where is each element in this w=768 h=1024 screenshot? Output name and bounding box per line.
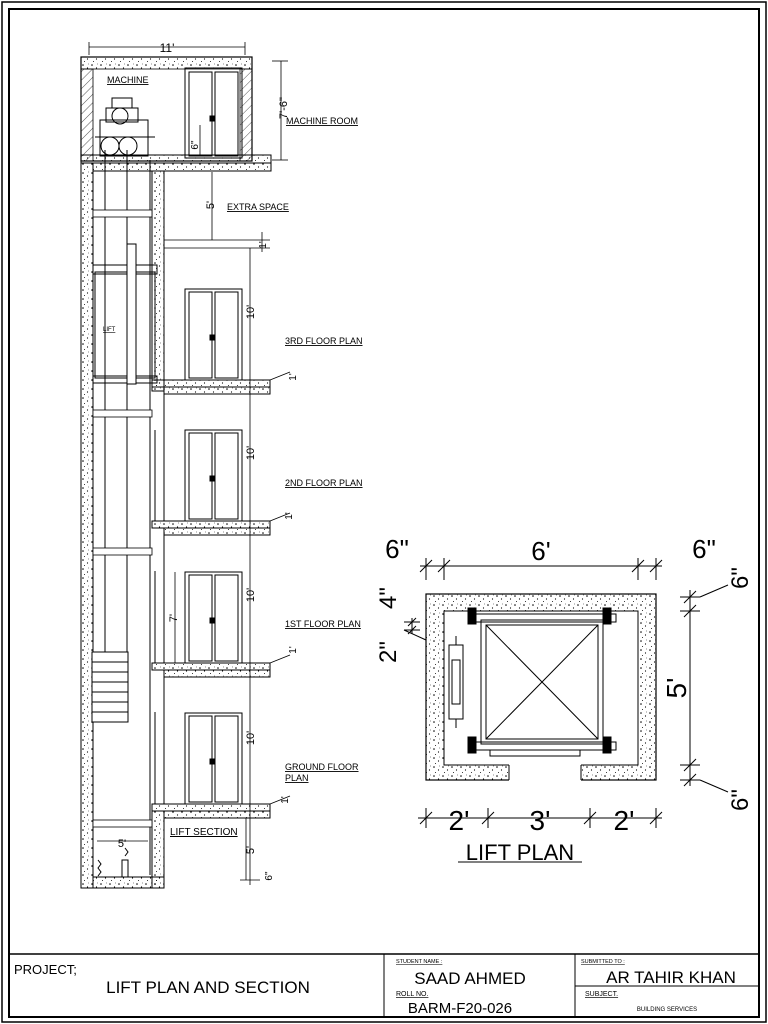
machine-room-walls	[81, 57, 252, 161]
roll-no: BARM-F20-026	[407, 1000, 513, 1017]
dim-door-height: 7'	[168, 613, 180, 623]
dim-pit-width: 5'	[117, 838, 127, 850]
label-2nd-floor: 2ND FLOOR PLAN	[285, 478, 363, 488]
lift-plan	[375, 534, 754, 865]
label-machine-room: MACHINE ROOM	[286, 116, 358, 126]
dim-floor-3: 10'	[245, 304, 257, 320]
dim-floor-g: 10'	[245, 730, 257, 746]
roll-label: ROLL NO.	[396, 991, 429, 998]
dim-slab-g: 1'	[280, 796, 291, 804]
shaft-right-wall	[152, 171, 164, 391]
plan-dim-right-middle: 5'	[661, 677, 692, 699]
dim-floor-2: 10'	[245, 445, 257, 461]
label-ground-floor-plan: PLAN	[285, 773, 309, 783]
subject: BUILDING SERVICES	[636, 1007, 698, 1013]
plan-dim-left-upper: 4"	[375, 587, 402, 609]
plan-dim-bottom-left: 2'	[448, 805, 470, 836]
dim-slab-top: 1'	[258, 241, 269, 249]
title-block	[9, 954, 759, 1017]
student-label: STUDENT NAME :	[396, 959, 443, 965]
submitted-to: AR TAHIR KHAN	[606, 968, 736, 987]
label-3rd-floor: 3RD FLOOR PLAN	[285, 336, 363, 346]
plan-dim-top-middle: 6'	[531, 536, 551, 566]
project-title: LIFT PLAN AND SECTION	[106, 978, 310, 997]
project-label: PROJECT;	[14, 962, 77, 977]
submitted-label: SUBMITTED TO :	[581, 959, 625, 965]
dim-slab-3: 1'	[288, 373, 299, 381]
plan-title: LIFT PLAN	[465, 840, 575, 865]
dim-door-top: 6"	[190, 140, 201, 150]
plan-dim-bottom-right: 2'	[613, 805, 635, 836]
student-name: SAAD AHMED	[414, 969, 526, 988]
label-lift: LIFT	[103, 327, 116, 333]
pit-buffers	[98, 848, 128, 877]
label-lift-section: LIFT SECTION	[170, 827, 238, 838]
landing-doors	[185, 289, 242, 804]
plan-dim-bottom-middle: 3'	[529, 805, 551, 836]
plan-dim-right-top: 6"	[727, 567, 754, 589]
shaft-left-wall	[81, 163, 93, 888]
dim-slab-2: 1'	[284, 512, 295, 520]
counterweight	[92, 652, 128, 722]
label-1st-floor: 1ST FLOOR PLAN	[285, 619, 361, 629]
lift-car	[93, 244, 157, 384]
lift-section	[81, 41, 363, 888]
dim-machine-room-height: 7'-6"	[278, 97, 290, 119]
dim-slab-1: 1'	[288, 646, 299, 654]
label-extra-space: EXTRA SPACE	[227, 202, 289, 212]
dim-width-top: 11'	[159, 41, 175, 55]
plan-dim-top-left: 6"	[385, 534, 409, 564]
dim-pit-slab: 6"	[264, 871, 275, 881]
subject-label: SUBJECT.	[585, 991, 619, 998]
label-machine: MACHINE	[107, 75, 149, 85]
dim-floor-1: 10'	[245, 587, 257, 603]
plan-dim-right-bottom: 6"	[727, 789, 754, 811]
plan-dim-left-lower: 2"	[375, 641, 402, 663]
rail-brackets	[93, 210, 152, 827]
label-ground-floor: GROUND FLOOR	[285, 762, 359, 772]
dim-pit-depth: 5'	[245, 845, 257, 855]
dim-extra-space: 5'	[205, 200, 217, 210]
plan-dim-top-right: 6"	[692, 534, 716, 564]
